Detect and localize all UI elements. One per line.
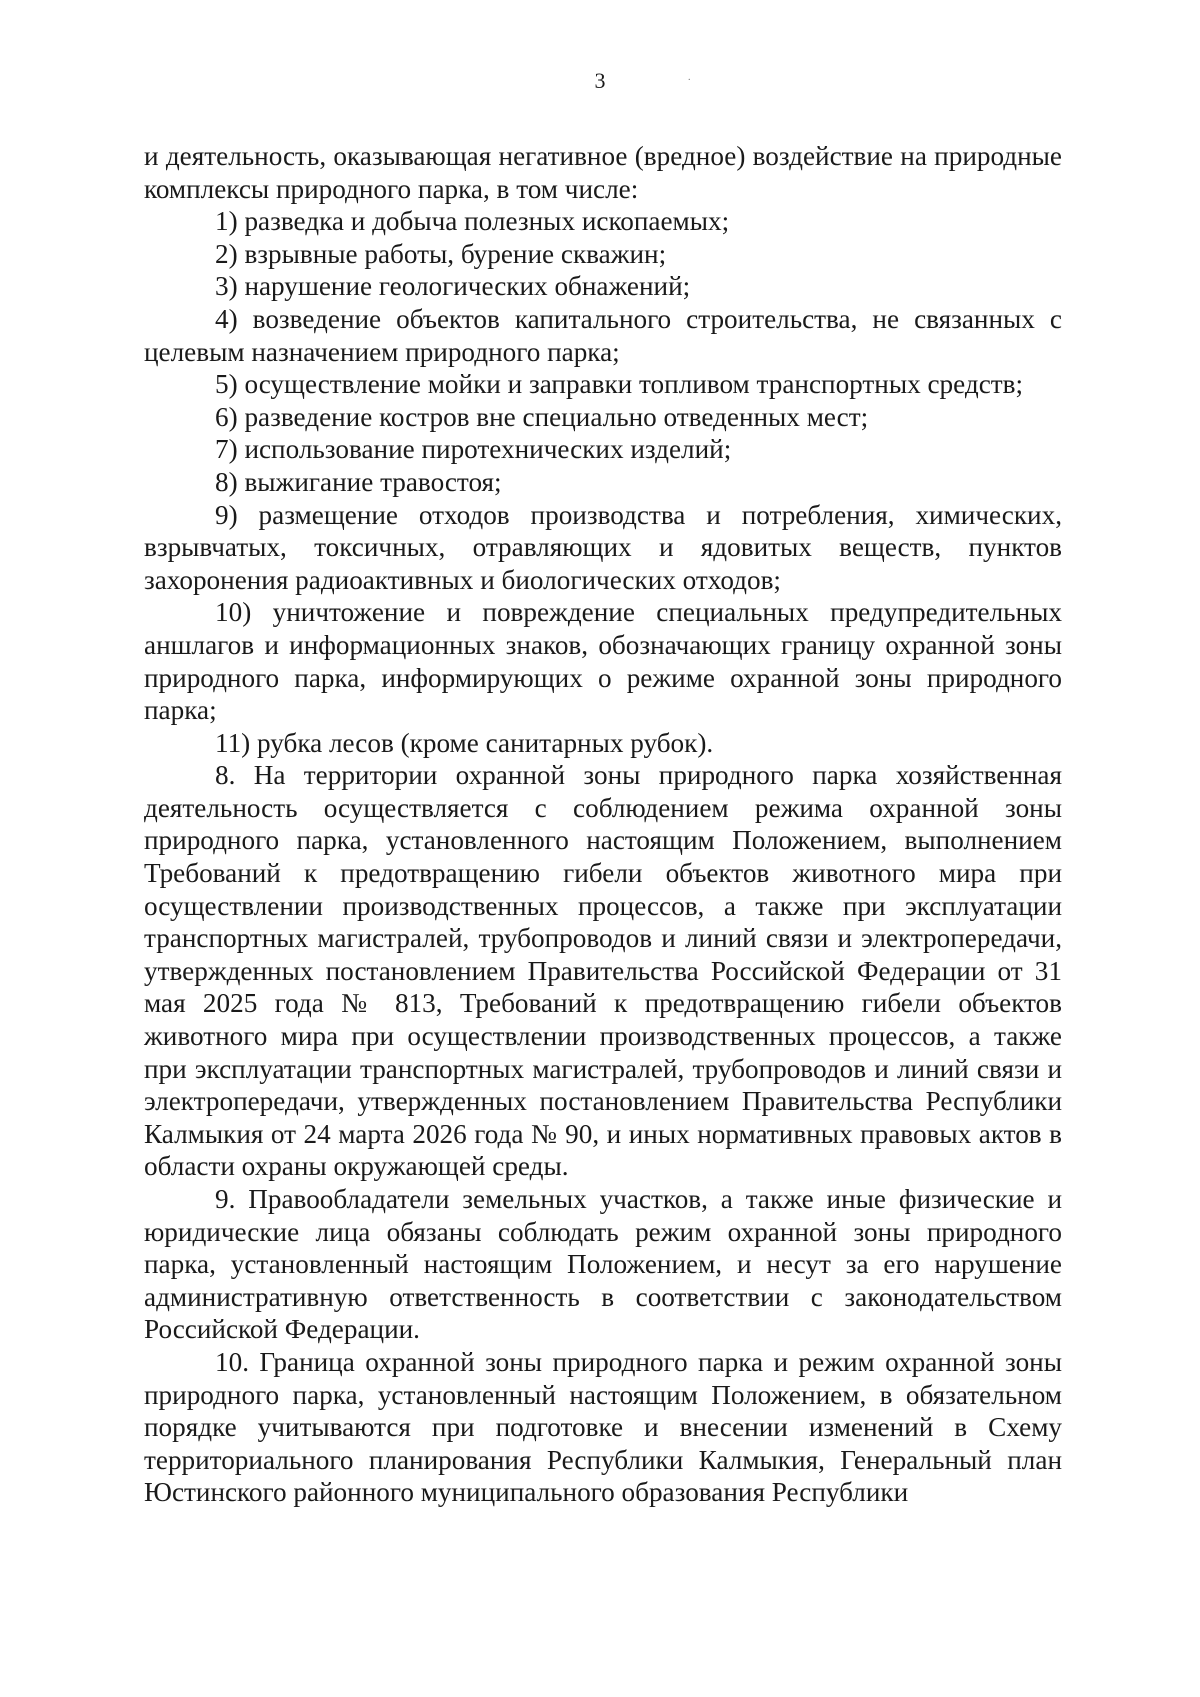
list-item-10: 10) уничтожение и повреждение специальных предупредительных аншлагов и информационных знаков, обозначающих границу охранной зоны природного парка, информирующих о режиме охранной зоны природного парка;: [144, 597, 1062, 726]
list-item-11: 11) рубка лесов (кроме санитарных рубок).: [215, 727, 714, 758]
list-item-8: 8) выжигание травостоя;: [215, 466, 502, 497]
list-item-7: 7) использование пиротехнических изделий;: [215, 434, 732, 465]
page-number: 3: [594, 68, 606, 93]
list-item-1: 1) разведка и добыча полезных ископаемых;: [215, 206, 730, 237]
list-item-2: 2) взрывные работы, бурение скважин;: [215, 238, 667, 269]
document-body: [144, 140, 1062, 1509]
list-item-9: 9) размещение отходов производства и потребления, химических, взрывчатых, токсичных, отравляющих и ядовитых веществ, пунктов захоронения радиоактивных и биологических отходов;: [144, 499, 1062, 595]
clause-9: 9. Правообладатели земельных участков, а также иные физические и юридические лица обязаны соблюдать режим охранной зоны природного парка, установленный настоящим Положением, и несут за его нарушение административную ответственность в соответствии с законодательством Российской Федерации.: [144, 1184, 1062, 1345]
list-item-6: 6) разведение костров вне специально отведенных мест;: [215, 401, 869, 432]
list-item-4: 4) возведение объектов капитального строительства, не связанных с целевым назначением природного парка;: [144, 303, 1062, 367]
clause-10: 10. Граница охранной зоны природного парка и режим охранной зоны природного парка, установленный настоящим Положением, в обязательном порядке учитываются при подготовке и внесении изменений в Схему территориального планирования Республики Калмыкия, Генеральный план Юстинского районного муниципального образования Республики: [144, 1346, 1062, 1508]
clause-8: 8. На территории охранной зоны природного парка хозяйственная деятельность осуществляется с соблюдением режима охранной зоны природного парка, установленного настоящим Положением, выполнением Требований к предотвращению гибели объектов животного мира при осуществлении производственных процессов, а также при эксплуатации транспортных магистралей, трубопроводов и линий связи и электропередачи, утвержденных постановлением Правительства Российской Федерации от 31 мая 2025 года № 813, Требований к предотвращению гибели объектов животного мира при осуществлении производственных процессов, а также при эксплуатации транспортных магистралей, трубопроводов и линий связи и электропередачи, утвержденных постановлением Правительства Республики Калмыкия от 24 марта 2026 года № 90, и иных нормативных правовых актов в области охраны окружающей среды.: [144, 760, 1062, 1182]
page-speck: .: [688, 72, 691, 83]
list-item-3: 3) нарушение геологических обнажений;: [215, 271, 691, 302]
list-item-5: 5) осуществление мойки и заправки топливом транспортных средств;: [215, 369, 1024, 400]
paragraph-continuation: и деятельность, оказывающая негативное (вредное) воздействие на природные комплексы природного парка, в том числе:: [144, 141, 1062, 204]
